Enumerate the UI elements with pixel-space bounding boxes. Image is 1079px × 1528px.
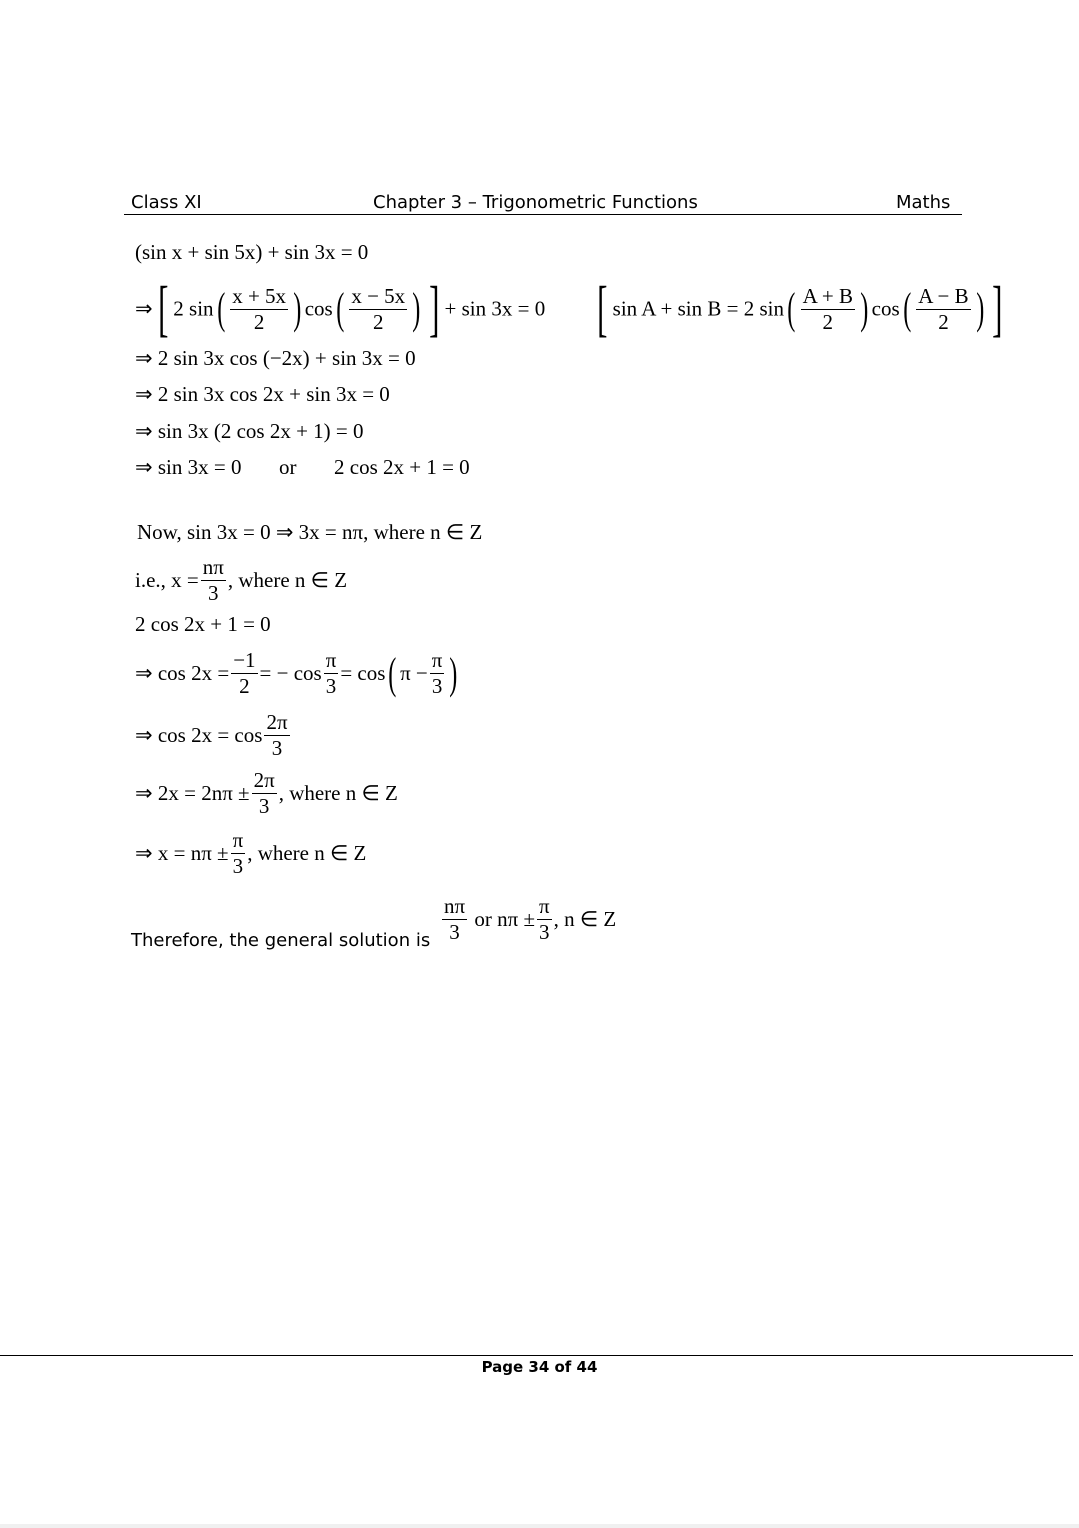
eq-line-13-b: , where n ∈ Z bbox=[247, 841, 367, 865]
conclusion-solution bbox=[440, 896, 616, 943]
frac-minus-1-2: $\frac{-1}{2}$ bbox=[233, 648, 256, 698]
eq-line-9: 2 cos 2x + 1 = 0 bbox=[135, 612, 271, 636]
identity-cos: cos bbox=[871, 296, 900, 321]
eq-line-2-c: + sin 3x = 0 bbox=[444, 296, 546, 321]
eq-line-10-b: = − cos bbox=[259, 661, 322, 685]
eq-line-3: ⇒ 2 sin 3x cos (−2x) + sin 3x = 0 bbox=[135, 346, 416, 370]
frac-2pi-3-a: $\frac{2\pi}{3}$ bbox=[266, 710, 288, 760]
footer-rule bbox=[0, 1355, 1073, 1356]
eq-line-8 bbox=[135, 557, 347, 604]
header-class: Class XI bbox=[131, 192, 202, 213]
frac-pi-3-final: $\frac{\pi}{3}$ bbox=[538, 894, 550, 944]
identity-sum-to-product: [ sin A + sin B = 2 sin( $\frac{A + B}{2}$ ) cos( $\frac{A - B}{2}$ ) ] bbox=[597, 275, 1003, 343]
eq-line-2: ⇒[ 2 sin( $\frac{x + 5x}{2}$ ) cos( $\frac{x - 5x}{2}$ ) ] + sin 3x = 0 bbox=[135, 275, 546, 343]
frac-x-plus-5x: $\frac{x + 5x}{2}$ bbox=[232, 283, 287, 334]
frac-2pi-3-b: $\frac{2\pi}{3}$ bbox=[253, 768, 275, 818]
eq-line-12 bbox=[135, 770, 398, 817]
eq-line-6-or: or bbox=[279, 455, 297, 479]
header-subject: Maths bbox=[896, 192, 951, 213]
frac-x-minus-5x: $\frac{x - 5x}{2}$ bbox=[351, 283, 406, 334]
eq-line-4: ⇒ 2 sin 3x cos 2x + sin 3x = 0 bbox=[135, 382, 390, 406]
page-number: Page 34 of 44 bbox=[481, 1358, 598, 1376]
eq-line-13-a: ⇒ x = nπ ± bbox=[135, 841, 229, 865]
frac-pi-3-c: $\frac{\pi}{3}$ bbox=[232, 828, 244, 878]
identity-a: sin A + sin B = 2 sin bbox=[612, 296, 784, 321]
eq-line-6a: ⇒ sin 3x = 0 bbox=[135, 455, 242, 479]
conclusion-or: or nπ ± bbox=[474, 907, 535, 931]
eq-line-5: ⇒ sin 3x (2 cos 2x + 1) = 0 bbox=[135, 419, 364, 443]
frac-a-minus-b: $\frac{A - B}{2}$ bbox=[918, 283, 969, 334]
eq-line-10: ⇒ cos 2x = $\frac{-1}{2}$ = − cos $\frac{\pi}{3}$ = cos( π − $\frac{\pi}{3}$ ) bbox=[135, 648, 458, 698]
eq-line-12-a: ⇒ 2x = 2nπ ± bbox=[135, 781, 250, 805]
eq-line-8-a: i.e., x = bbox=[135, 568, 199, 592]
conclusion-tail: , n ∈ Z bbox=[553, 907, 617, 931]
frac-pi-3-a: $\frac{\pi}{3}$ bbox=[325, 648, 337, 698]
implies-symbol: ⇒ bbox=[135, 296, 153, 321]
eq-line-10-e: π − bbox=[400, 661, 428, 685]
eq-line-1: (sin x + sin 5x) + sin 3x = 0 bbox=[135, 240, 369, 264]
eq-line-11-a: ⇒ cos 2x = cos bbox=[135, 723, 263, 747]
eq-line-12-b: , where n ∈ Z bbox=[278, 781, 398, 805]
eq-line-2-a: 2 sin bbox=[173, 296, 214, 321]
eq-line-11 bbox=[135, 712, 292, 759]
eq-line-13 bbox=[135, 830, 366, 877]
eq-line-7: Now, sin 3x = 0 ⇒ 3x = nπ, where n ∈ Z bbox=[137, 520, 483, 544]
eq-line-10-c: = cos bbox=[340, 661, 386, 685]
frac-n-pi-3-final: $\frac{n\pi}{3}$ bbox=[444, 894, 466, 944]
frac-pi-3-b: $\frac{\pi}{3}$ bbox=[431, 648, 443, 698]
eq-line-10-a: ⇒ cos 2x = bbox=[135, 661, 230, 685]
bottom-strip bbox=[0, 1524, 1079, 1528]
conclusion-text: Therefore, the general solution is bbox=[131, 930, 431, 951]
eq-line-2-cos: cos bbox=[304, 296, 333, 321]
frac-a-plus-b: $\frac{A + B}{2}$ bbox=[802, 283, 853, 334]
header-chapter: Chapter 3 – Trigonometric Functions bbox=[373, 192, 698, 213]
frac-n-pi-3: $\frac{n\pi}{3}$ bbox=[202, 555, 224, 605]
eq-line-6c: 2 cos 2x + 1 = 0 bbox=[334, 455, 470, 479]
eq-line-8-b: , where n ∈ Z bbox=[227, 568, 348, 592]
header-rule bbox=[124, 214, 962, 215]
